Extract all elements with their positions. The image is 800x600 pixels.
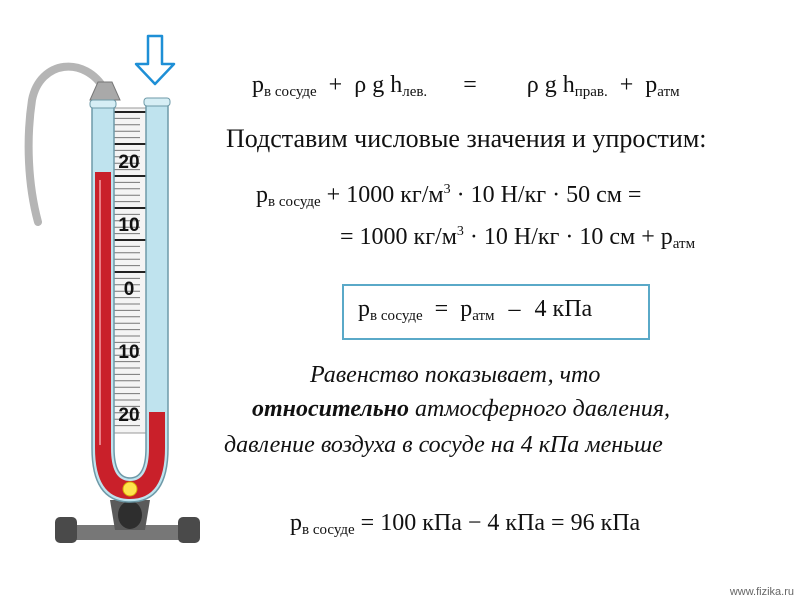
subscript: прав. — [574, 84, 608, 100]
note-line-1: Равенство показывает, что — [310, 362, 601, 388]
symbol-p: p — [256, 182, 268, 208]
scale-label-top-20: 20 — [118, 152, 140, 173]
scale-label-top-10: 10 — [118, 215, 140, 236]
formula-text: = 100 кПа − 4 кПа = 96 кПа — [354, 510, 641, 536]
scale-label-zero: 0 — [123, 279, 135, 300]
superscript: 3 — [456, 224, 464, 239]
symbol-p: p — [660, 224, 673, 250]
operator: = — [434, 296, 449, 322]
result-value: 4 кПа — [534, 296, 593, 322]
subscript: атм — [657, 84, 680, 100]
note-emphasis: относительно — [252, 396, 410, 422]
formula-text: = 1000 кг/м — [340, 224, 457, 250]
operator: – — [508, 296, 521, 322]
subscript: в сосуде — [302, 522, 355, 538]
hose-connector — [90, 82, 120, 100]
source-caption: www.fizika.ru — [729, 586, 794, 598]
symbol-rho-g-h: ρ g h — [526, 72, 575, 98]
formula-substitution-right — [340, 224, 695, 251]
down-arrow-icon — [136, 36, 174, 84]
formula-text: · 10 Н/кг · 10 см + — [463, 224, 661, 250]
symbol-p: p — [645, 72, 658, 98]
operator: + — [328, 72, 343, 98]
superscript: 3 — [443, 182, 451, 197]
symbol-rho-g-h: ρ g h — [354, 72, 403, 98]
note-line-2 — [252, 396, 670, 423]
operator: = — [463, 72, 477, 98]
formula-final — [290, 510, 640, 537]
symbol-p: p — [290, 510, 302, 536]
u-tube-manometer — [0, 0, 230, 600]
subscript: в сосуде — [264, 84, 317, 100]
subscript: атм — [472, 308, 495, 324]
subscript: в сосуде — [370, 308, 423, 324]
symbol-p: p — [358, 296, 370, 322]
subscript: в сосуде — [268, 194, 321, 210]
formula-result — [358, 296, 592, 323]
symbol-p: p — [460, 296, 473, 322]
formula-text: · 10 Н/кг · 50 см = — [450, 182, 642, 208]
formula-substitution-left — [256, 182, 641, 209]
stand — [55, 500, 200, 543]
note-line-3: давление воздуха в сосуде на 4 кПа меньше — [224, 432, 663, 458]
subscript: атм — [672, 236, 696, 252]
highlight-dot — [123, 482, 137, 496]
subscript: лев. — [402, 84, 428, 100]
operator: + — [619, 72, 634, 98]
scale-label-bottom-10: 10 — [118, 342, 140, 363]
formula-pressure-balance — [252, 72, 680, 99]
note-text: атмосферного давления, — [409, 396, 671, 422]
scale-label-bottom-20: 20 — [118, 405, 140, 426]
heading: Подставим числовые значения и упростим: — [226, 124, 707, 153]
symbol-p: p — [252, 72, 264, 98]
formula-text: + 1000 кг/м — [320, 182, 444, 208]
